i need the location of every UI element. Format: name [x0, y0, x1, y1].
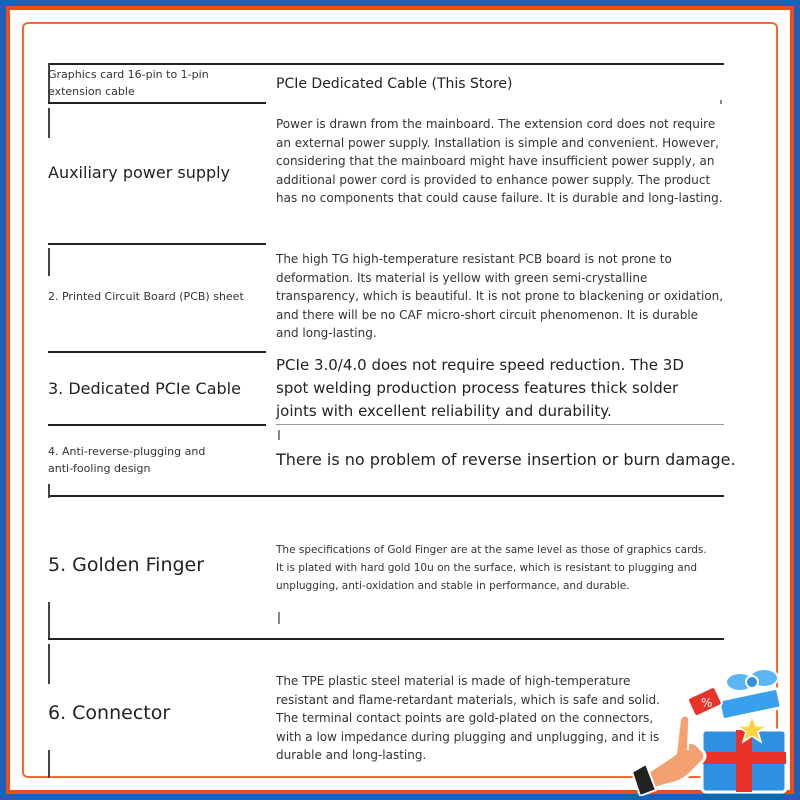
feature-label: 4. Anti-reverse-plugging and anti-fooling design: [48, 445, 206, 475]
row-left-border: [48, 248, 50, 276]
row-divider: [48, 424, 266, 426]
row-divider: [48, 495, 724, 497]
row-left-border: [48, 484, 50, 498]
gift-hand-icon: [632, 660, 792, 796]
feature-label: Auxiliary power supply: [48, 163, 231, 182]
tick-mark: [278, 612, 280, 624]
frame-accent-right: [794, 0, 800, 800]
badge-text: %: [701, 696, 713, 710]
tick-mark: [278, 430, 280, 440]
row-left-border: [48, 644, 50, 684]
feature-description: The TPE plastic steel material is made of high-temperature resistant and flame-retardant materials, which is safe and solid. The terminal contact points are gold-plated on the connectors, with a low impedance during plugging and unplugging, and it is durable and long-lasting.: [276, 674, 660, 762]
feature-description: There is no problem of reverse insertion or burn damage.: [276, 450, 736, 469]
feature-description: Power is drawn from the mainboard. The extension cord does not require an external power supply. Installation is simple and convenient. However, considering that the mainboard might have insufficient power supply, an additional power cord is provided to enhance power supply. The product has no components that could cause failure. It is durable and long-lasting.: [276, 117, 723, 205]
feature-label: 6. Connector: [48, 702, 171, 724]
frame-accent-top: [0, 0, 800, 6]
feature-description: The specifications of Gold Finger are at the same level as those of graphics cards. It is plated with hard gold 10u on the surface, which is resistant to plugging and unplugging, anti-oxidation and stable in performance, and durable.: [276, 544, 707, 592]
feature-label: 3. Dedicated PCIe Cable: [48, 379, 241, 398]
row-divider: [48, 102, 266, 104]
row-left-border: [48, 602, 50, 638]
row-divider: [48, 638, 724, 640]
header-left-cell: Graphics card 16-pin to 1-pin extension cable: [48, 68, 209, 98]
tick-mark: [720, 100, 722, 104]
header-right-cell: PCIe Dedicated Cable (This Store): [276, 76, 513, 92]
row-divider: [48, 243, 266, 245]
row-left-border: [48, 108, 50, 138]
feature-label: 5. Golden Finger: [48, 554, 205, 576]
row-left-border: [48, 750, 50, 778]
gift-promo-graphic: [632, 660, 792, 796]
row-divider: [48, 351, 266, 353]
feature-label: 2. Printed Circuit Board (PCB) sheet: [48, 290, 244, 303]
feature-description: The high TG high-temperature resistant PCB board is not prone to deformation. Its material is yellow with green semi-crystalline transparency, which is beautiful. It is not prone to blackening or oxidation, and there will be no CAF micro-short circuit phenomenon. It is durable and long-lasting.: [276, 252, 724, 340]
feature-description: PCIe 3.0/4.0 does not require speed reduction. The 3D spot welding production process features thick solder joints with excellent reliability and durability.: [276, 356, 684, 420]
row-divider: [276, 424, 724, 425]
frame-accent-left: [0, 0, 6, 800]
table-top-border: [48, 63, 724, 65]
